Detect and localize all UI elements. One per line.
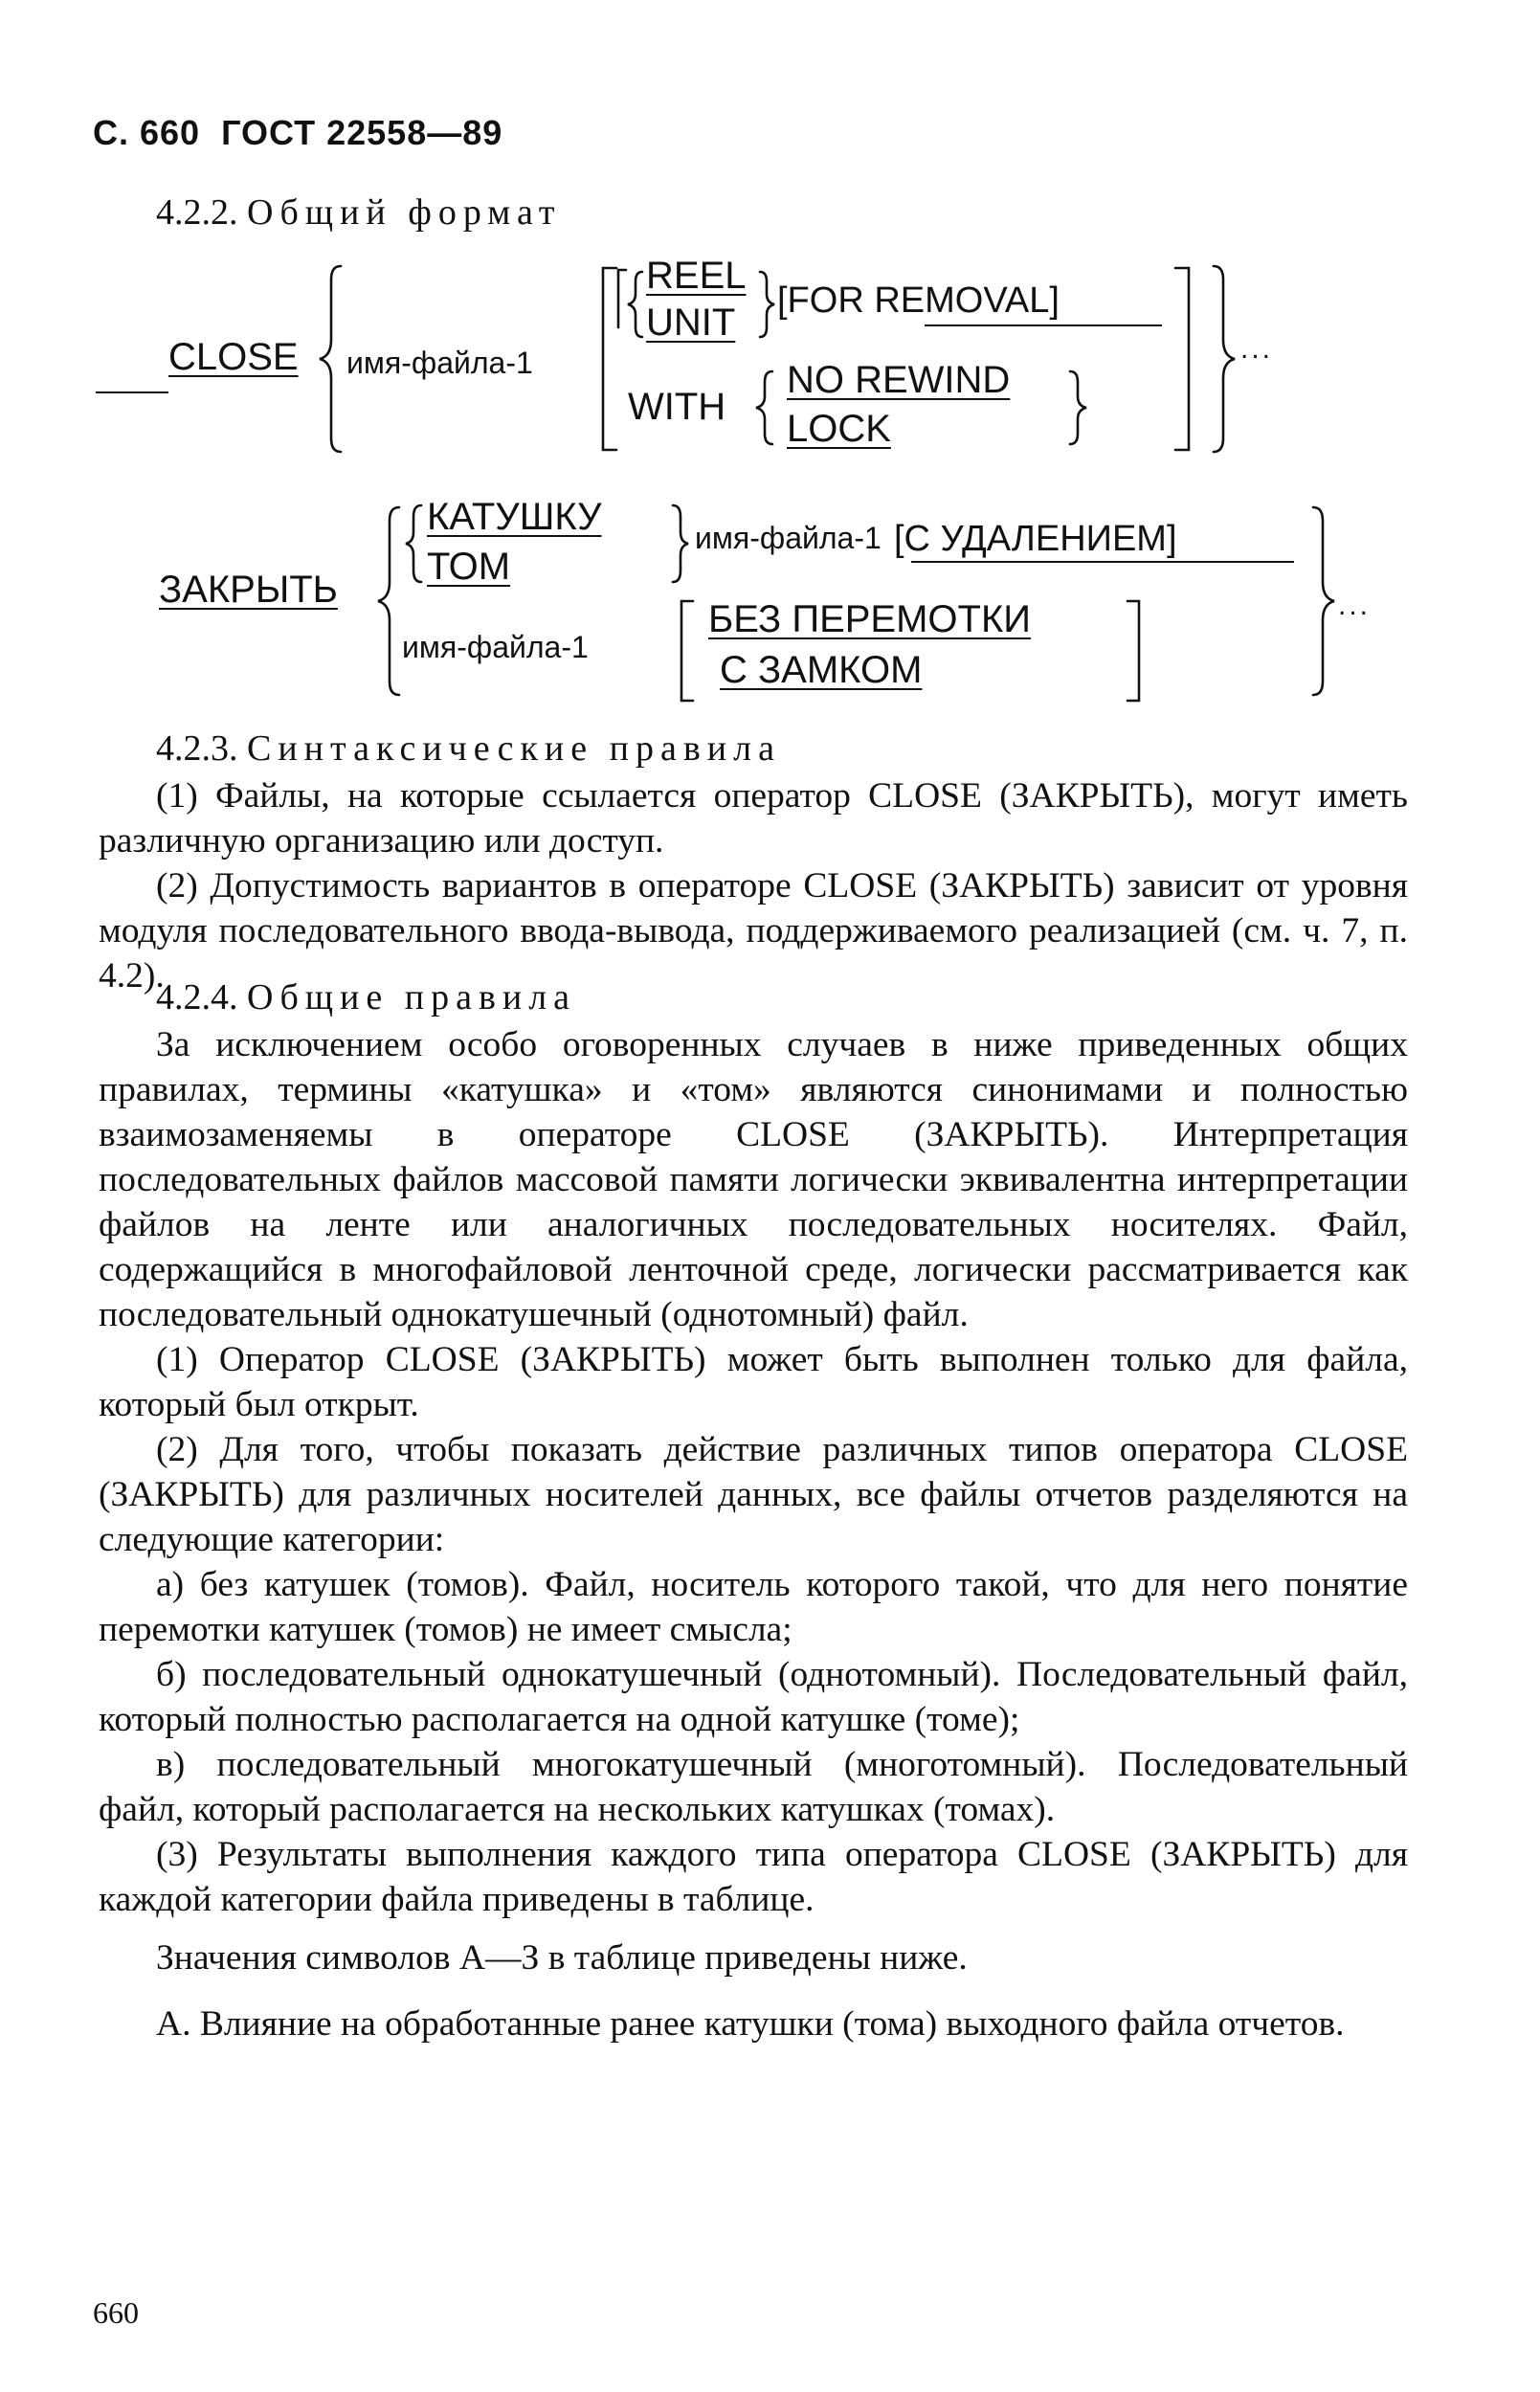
tom-keyword: ТОМ — [427, 546, 511, 588]
lock-keyword: LOCK — [787, 408, 891, 450]
general-rule-3: (3) Результаты выполнения каждого типа оператора CLOSE (ЗАКРЫТЬ) для каждой категории файла приведены в таблице. — [99, 1835, 1408, 1919]
en-rewind-right-brace — [1070, 371, 1086, 444]
en-close-bracket — [1175, 268, 1189, 450]
ru-open-bracket — [681, 601, 693, 701]
standard-number: ГОСТ 22558—89 — [221, 113, 503, 152]
general-rules-heading — [156, 976, 576, 1018]
syntax-rule-2: (2) Допустимость вариантов в операторе CLOSE (ЗАКРЫТЬ) зависит от уровня модуля последовательного ввода-вывода, поддерживаемого реализацией (см. ч. 7, п. 4.2). — [99, 866, 1408, 995]
ru-file-name-b: имя-файла-1 — [402, 630, 589, 664]
page-reference: С. 660 — [93, 113, 201, 152]
en-outer-left-brace — [320, 266, 341, 452]
syntax-rules-title: Синтаксические правила — [247, 728, 781, 769]
ru-reel-left-brace — [406, 505, 421, 582]
syntax-rules-number: 4.2.3. — [156, 728, 238, 769]
close-lead-line — [96, 391, 168, 393]
reel-keyword: REEL — [646, 255, 747, 297]
en-open-bracket — [603, 268, 616, 450]
general-rule-2: (2) Для того, чтобы показать действие различных типов оператора CLOSE (ЗАКРЫТЬ) для различных носителей данных, все файлы отчетов разделяются на следующие категории: — [99, 1430, 1408, 1559]
en-inner-bracket — [618, 270, 626, 327]
en-rewind-left-brace — [756, 371, 772, 444]
ru-outer-left-brace — [378, 507, 399, 695]
general-rules-title: Общие правила — [247, 977, 577, 1017]
page-number: 660 — [93, 2295, 139, 2330]
ru-removal-phrase: [С УДАЛЕНИЕМ] — [894, 519, 1177, 559]
en-reel-left-brace — [628, 272, 642, 337]
general-intro: За исключением особо оговоренных случаев в ниже приведенных общих правилах, термины «катушка» и «том» являются синонимами и полностью взаимозаменяемы в операторе CLOSE (ЗАКРЫТЬ). Интерпретация последовательных файлов массовой памяти логически эквивалентна интерпретации файлов на ленте или аналогичных последовательных носителях. Файл, содержащийся в многофайловой ленточной среде, логически рассматривается как последовательный однокатушечный (однотомный) файл. — [99, 1025, 1408, 1334]
ru-ellipsis: ... — [1338, 590, 1372, 621]
for-removal-phrase — [777, 282, 1060, 319]
no-rewind-keyword: NO REWIND — [787, 359, 1011, 401]
zakryt-keyword: ЗАКРЫТЬ — [159, 569, 338, 611]
ru-reel-right-brace — [673, 505, 688, 582]
en-ellipsis: ... — [1240, 333, 1274, 365]
general-rules-body — [99, 1022, 1408, 2046]
ru-close-bracket — [1127, 601, 1139, 701]
syntax-rules-body — [99, 773, 1408, 998]
category-c: в) последовательный многокатушечный (многотомный). Последовательный файл, который располагается на нескольких катушках (томах). — [99, 1745, 1408, 1829]
for-removal-text: [FOR REMOVAL] — [777, 280, 1060, 321]
syntax-rule-1: (1) Файлы, на которые ссылается оператор CLOSE (ЗАКРЫТЬ), могут иметь различную организацию или доступ. — [99, 776, 1408, 861]
general-rule-1: (1) Оператор CLOSE (ЗАКРЫТЬ) может быть выполнен только для файла, который был открыт. — [99, 1340, 1408, 1424]
ru-outer-right-brace — [1313, 507, 1334, 695]
format-title: Общий формат — [247, 192, 562, 233]
ru-file-name-a: имя-файла-1 — [695, 521, 882, 555]
removal-underline — [925, 324, 1162, 326]
unit-keyword: UNIT — [646, 302, 736, 344]
syntax-rules-heading — [156, 727, 781, 770]
symbol-a-definition: А. Влияние на обработанные ранее катушки (тома) выходного файла отчетов. — [156, 2004, 1345, 2044]
s-zamkom-keyword: С ЗАМКОМ — [720, 649, 923, 691]
category-a: а) без катушек (томов). Файл, носитель которого такой, что для него понятие перемотки катушек (томов) не имеет смысла; — [99, 1565, 1408, 1649]
bez-peremotki-keyword: БЕЗ ПЕРЕМОТКИ — [708, 598, 1032, 640]
general-rules-number: 4.2.4. — [156, 977, 238, 1017]
symbols-note: Значения символов А—З в таблице приведены ниже. — [156, 1938, 968, 1978]
format-number: 4.2.2. — [156, 192, 238, 233]
ru-removal-underline — [911, 561, 1294, 563]
en-file-name: имя-файла-1 — [346, 346, 533, 380]
en-reel-right-brace — [760, 272, 774, 337]
katushku-keyword: КАТУШКУ — [427, 496, 602, 538]
en-outer-right-brace — [1214, 266, 1235, 452]
close-keyword: CLOSE — [168, 336, 299, 378]
category-b: б) последовательный однокатушечный (однотомный). Последовательный файл, который полностью располагается на одной катушке (томе); — [99, 1655, 1408, 1739]
with-keyword: WITH — [628, 386, 726, 428]
